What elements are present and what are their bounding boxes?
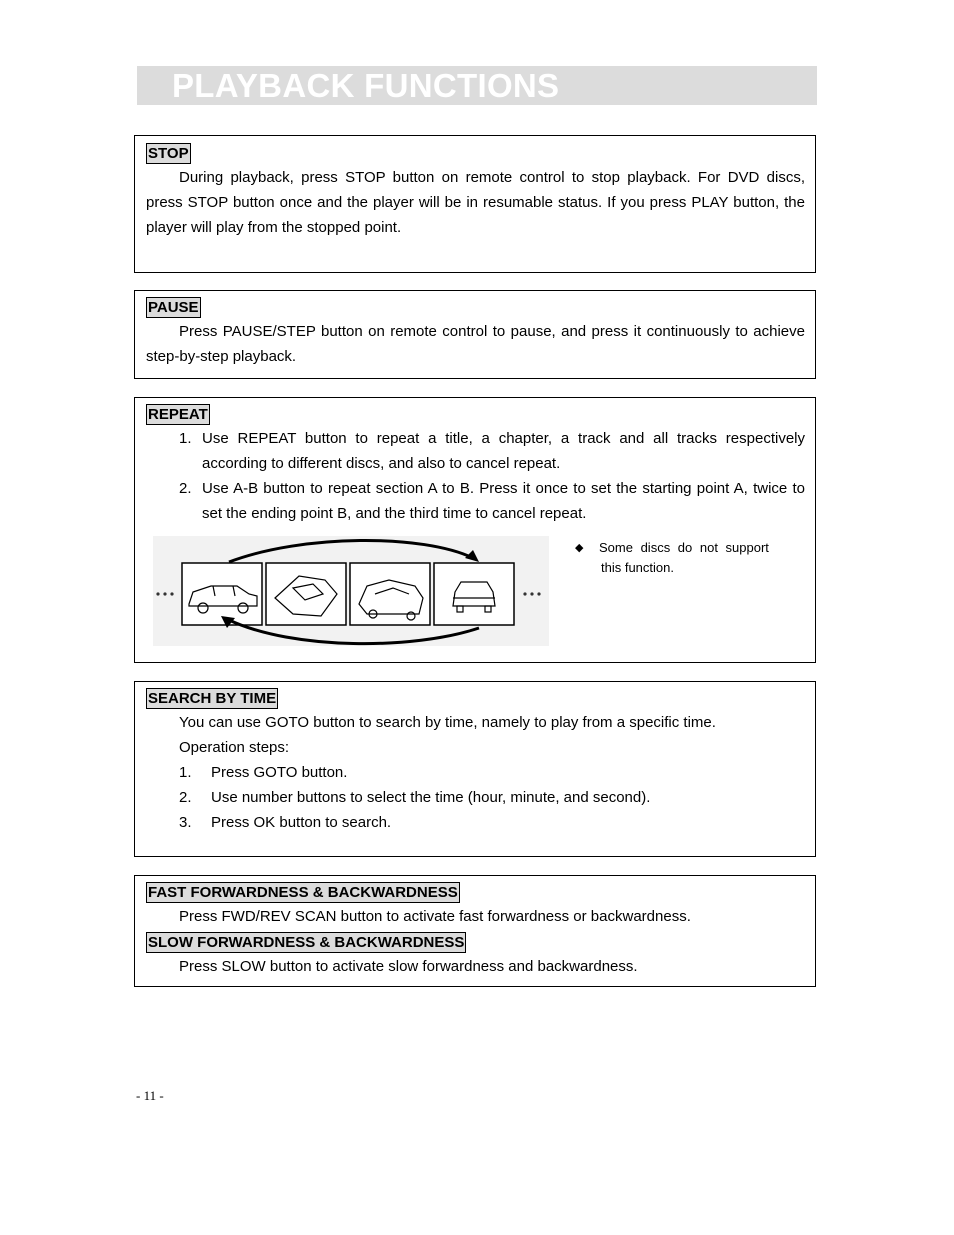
stop-heading: STOP: [148, 145, 189, 162]
fast-heading: FAST FORWARDNESS & BACKWARDNESS: [148, 884, 458, 901]
repeat-item-number: 1.: [179, 430, 192, 447]
pause-heading: PAUSE: [148, 299, 199, 316]
repeat-item-text: Use A-B button to repeat section A to B. Press it once to set the starting point A, twice to set the ending point B, and the third time to cancel repeat.: [202, 480, 805, 522]
video-frame: [434, 563, 514, 625]
page-number: - 11 -: [136, 1088, 164, 1103]
ellipsis-right-icon: [523, 592, 540, 595]
note-line: Some discs do not support: [599, 540, 769, 555]
video-frame: [266, 563, 346, 625]
ellipsis-left-icon: [156, 592, 173, 595]
search-by-time-section: [134, 681, 816, 857]
diamond-bullet-icon: ◆: [575, 542, 584, 554]
step-text: Press OK button to search.: [211, 814, 392, 831]
title-banner: [137, 66, 817, 105]
step-number: 2.: [179, 789, 192, 806]
note-line: this function.: [601, 560, 674, 575]
repeat-heading: REPEAT: [148, 406, 208, 423]
fast-slow-section: [134, 875, 816, 987]
pause-section: [134, 290, 816, 379]
step-number: 3.: [179, 814, 192, 831]
repeat-item-text: Use REPEAT button to repeat a title, a chapter, a track and all tracks respectively according to different discs, and also to cancel repeat.: [202, 430, 805, 472]
stop-section: [134, 135, 816, 273]
page-title: PLAYBACK FUNCTIONS: [172, 67, 560, 104]
repeat-section: [134, 397, 816, 663]
fast-text: Press FWD/REV SCAN button to activate fast forwardness or backwardness.: [179, 908, 691, 925]
repeat-item-number: 2.: [179, 480, 192, 497]
video-frame: [350, 563, 430, 625]
search-by-time-heading: SEARCH BY TIME: [148, 690, 277, 707]
step-text: Press GOTO button.: [211, 764, 348, 781]
slow-heading: SLOW FORWARDNESS & BACKWARDNESS: [148, 934, 465, 951]
search-intro: You can use GOTO button to search by time, namely to play from a specific time.: [179, 714, 716, 731]
repeat-cycle-illustration: [153, 536, 549, 646]
steps-label: Operation steps:: [179, 739, 290, 756]
step-number: 1.: [179, 764, 192, 781]
step-text: Use number buttons to select the time (hour, minute, and second).: [211, 789, 651, 806]
slow-text: Press SLOW button to activate slow forwardness and backwardness.: [179, 958, 638, 975]
stop-text: During playback, press STOP button on remote control to stop playback. For DVD discs, press STOP button once and the player will be in resumable status. If you press PLAY button, the player will play from the stopped point.: [146, 169, 805, 236]
pause-text: Press PAUSE/STEP button on remote control to pause, and press it continuously to achieve step-by-step playback.: [146, 323, 805, 365]
